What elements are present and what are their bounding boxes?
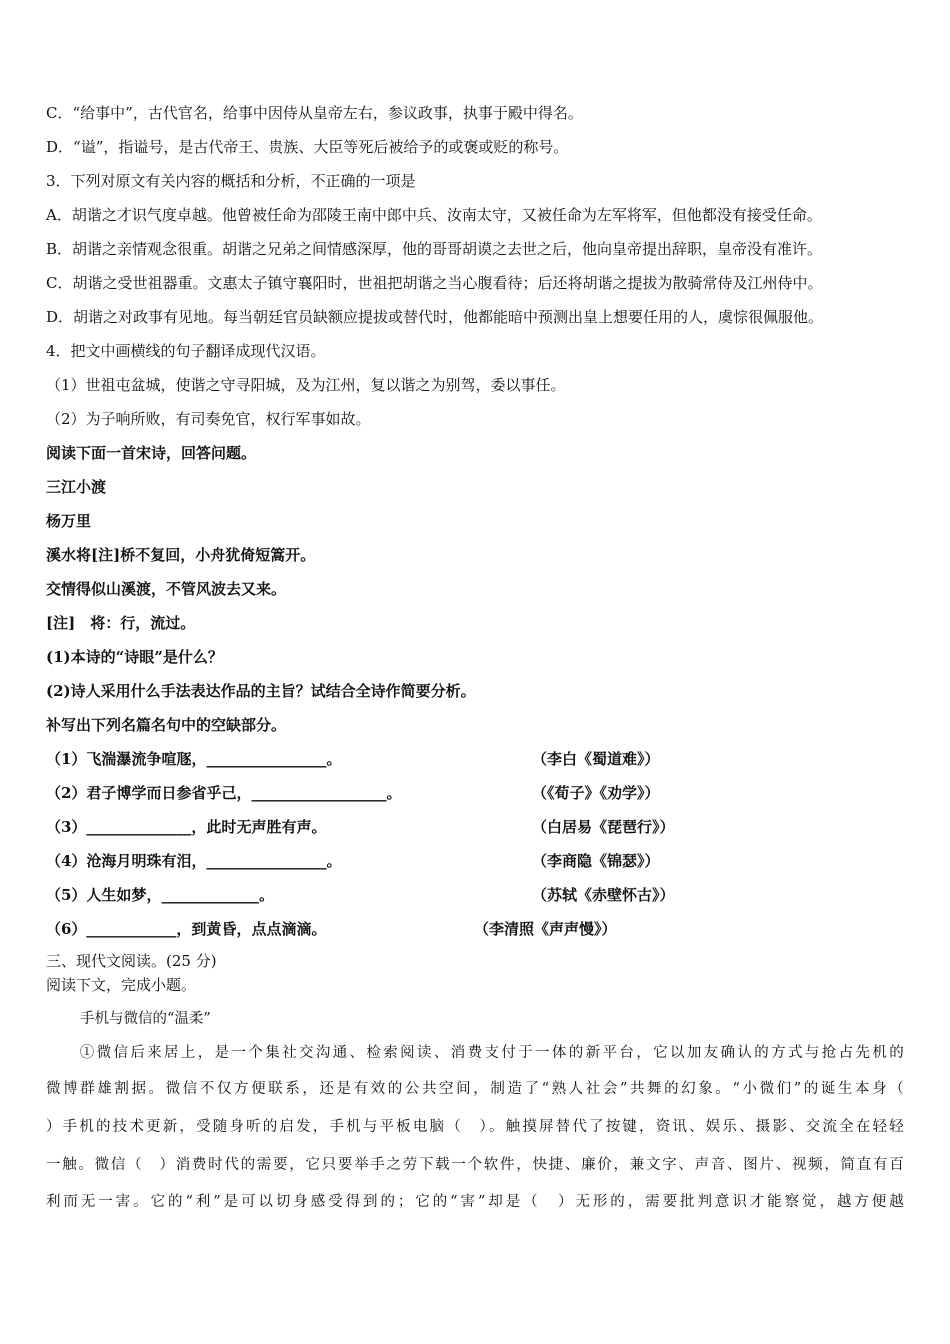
question-3-option-b: B．胡谐之亲情观念很重。胡谐之兄弟之间情感深厚，他的哥哥胡谟之去世之后，他向皇帝提出辞职，皇帝没有准许。 xyxy=(46,240,823,258)
fill-intro: 补写出下列名篇名句中的空缺部分。 xyxy=(46,716,287,734)
question-4: 4．把文中画横线的句子翻译成现代汉语。 xyxy=(46,342,326,360)
question-3-option-c: C．胡谐之受世祖器重。文惠太子镇守襄阳时，世祖把胡谐之当心腹看待；后还将胡谐之提拔为散骑常侍及江州侍中。 xyxy=(46,274,823,292)
fill-item-2: （2）君子博学而日参省乎己，__________________。 xyxy=(46,784,402,802)
question-3-option-a: A．胡谐之才识气度卓越。他曾被任命为邵陵王南中郎中兵、汝南太守，又被任命为左军将军，但他都没有接受任命。 xyxy=(46,206,822,224)
fill-item-3: （3）______________，此时无声胜有声。 xyxy=(46,818,327,836)
option-c-note: C．“给事中”，古代官名，给事中因侍从皇帝左右，参议政事，执事于殿中得名。 xyxy=(46,104,583,122)
fill-item-1-source: （李白《蜀道难》） xyxy=(532,750,660,768)
fill-item-3-source: （白居易《琵琶行》） xyxy=(532,818,675,836)
poem-note: [注] 将：行，流过。 xyxy=(46,614,196,632)
poem-title: 三江小渡 xyxy=(46,478,107,496)
poem-author: 杨万里 xyxy=(46,512,92,530)
question-4-item-1: （1）世祖屯盆城，使谐之守寻阳城，及为江州，复以谐之为别驾，委以事任。 xyxy=(46,376,566,394)
fill-item-6-source: （李清照《声声慢》） xyxy=(474,920,617,938)
poem-line-1: 溪水将[注]桥不复回，小舟犹倚短篙开。 xyxy=(46,546,316,564)
option-d-note: D．“谥”，指谥号，是古代帝王、贵族、大臣等死后被给予的或褒或贬的称号。 xyxy=(46,138,569,156)
fill-item-5-source: （苏轼《赤壁怀古》） xyxy=(532,886,675,904)
fill-item-4-source: （李商隐《锦瑟》） xyxy=(532,852,660,870)
poem-line-2: 交情得似山溪渡，不管风波去又来。 xyxy=(46,580,287,598)
reading-instruction: 阅读下文，完成小题。 xyxy=(46,976,197,994)
article-line-5: 利而无一害。它的“利”是可以切身感受得到的；它的“害”却是（ ）无形的，需要批判意识才能察觉，越方便越 xyxy=(46,1194,904,1210)
poem-intro: 阅读下面一首宋诗，回答问题。 xyxy=(46,444,257,462)
fill-item-6: （6）____________，到黄昏，点点滴滴。 xyxy=(46,920,327,938)
section-heading: 三、现代文阅读。(25 分) xyxy=(46,952,217,970)
article-line-3: ）手机的技术更新，受随身听的启发，手机与平板电脑（ ）。触摸屏替代了按键，资讯、娱乐、摄影、交流全在轻轻 xyxy=(46,1119,904,1135)
article-title: 手机与微信的“温柔” xyxy=(80,1011,211,1027)
article-line-4: 一触。微信（ ）消费时代的需要，它只要举手之劳下载一个软件，快捷、廉价，兼文字、声音、图片、视频，简直有百 xyxy=(46,1157,904,1173)
fill-item-4: （4）沧海月明珠有泪，________________。 xyxy=(46,852,342,870)
fill-item-1: （1）飞湍瀑流争喧豗，________________。 xyxy=(46,750,342,768)
poem-question-2: (2)诗人采用什么手法表达作品的主旨？试结合全诗作简要分析。 xyxy=(46,682,476,700)
question-4-item-2: （2）为子响所败，有司奏免官，权行军事如故。 xyxy=(46,410,371,428)
fill-item-2-source: （《荀子》《劝学》） xyxy=(532,784,660,802)
question-3-option-d: D．胡谐之对政事有见地。每当朝廷官员缺额应提拔或替代时，他都能暗中预测出皇上想要任用的人，虞悰很佩服他。 xyxy=(46,308,824,326)
article-line-1: ①微信后来居上，是一个集社交沟通、检索阅读、消费支付于一体的新平台，它以加友确认的方式与抢占先机的 xyxy=(46,1045,904,1061)
question-3: 3．下列对原文有关内容的概括和分析，不正确的一项是 xyxy=(46,172,416,190)
poem-question-1: (1)本诗的“诗眼”是什么？ xyxy=(46,648,223,666)
fill-item-5: （5）人生如梦，_____________。 xyxy=(46,886,274,904)
article-line-2: 微博群雄割据。微信不仅方便联系，还是有效的公共空间，制造了“熟人社会”共舞的幻象。“小微们”的诞生本身（ xyxy=(46,1081,904,1097)
